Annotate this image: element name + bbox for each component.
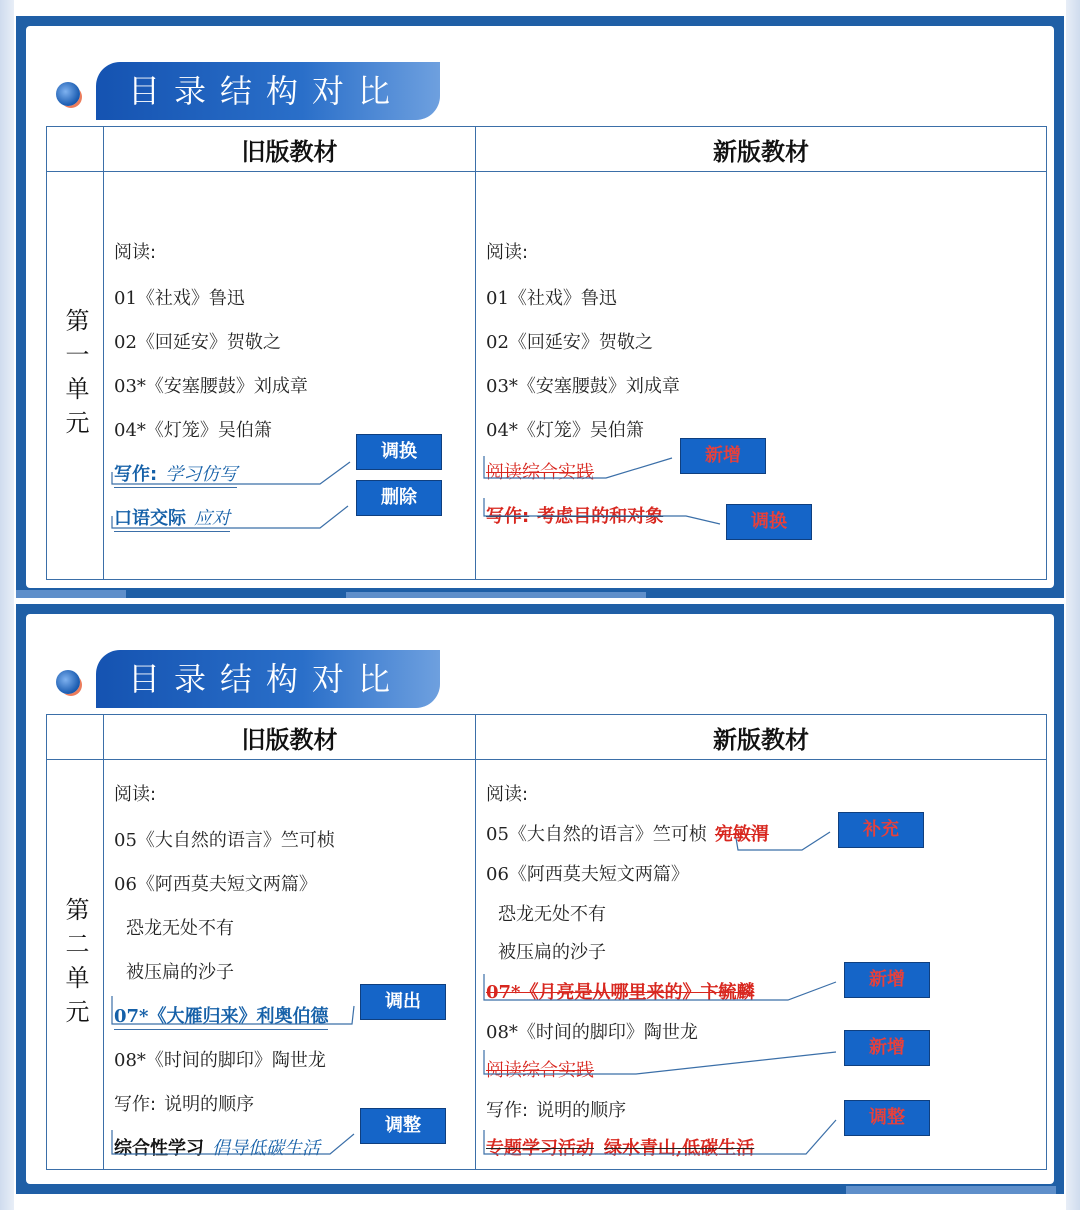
reading-practice-added: 阅读综合实践 — [486, 462, 594, 483]
unit-label: 第二单元 — [61, 896, 89, 1033]
swap-tag: 调换 — [726, 504, 812, 540]
unit-label-cell — [47, 760, 104, 1170]
unit-label-cell — [47, 172, 104, 580]
bullet-orb-icon — [56, 82, 80, 106]
adjust-tag: 调整 — [360, 1108, 446, 1144]
writing-line — [486, 1096, 626, 1122]
list-item: 04*《灯笼》吴伯箫 — [114, 420, 272, 441]
list-item: 被压扁的沙子 — [498, 942, 606, 963]
swap-tag: 调换 — [356, 434, 442, 470]
added-tag: 新增 — [844, 962, 930, 998]
list-item: 02《回延安》贺敬之 — [114, 332, 281, 353]
special-activity-line — [486, 1134, 754, 1160]
new-edition-column — [476, 172, 1047, 580]
added-coauthor: 宛敏渭 — [714, 824, 769, 845]
list-item: 08*《时间的脚印》陶世龙 — [114, 1050, 326, 1071]
list-item-05 — [486, 820, 769, 846]
writing-line — [486, 502, 663, 528]
list-item: 06《阿西莫夫短文两篇》 — [486, 864, 689, 885]
list-item: 08*《时间的脚印》陶世龙 — [486, 1022, 698, 1043]
list-item: 05《大自然的语言》竺可桢 — [114, 830, 335, 851]
header-old-edition: 旧版教材 — [104, 127, 476, 172]
writing-label: 写作: — [486, 506, 530, 527]
section-panel-2 — [16, 604, 1064, 1194]
header-empty-cell — [47, 127, 104, 172]
decor-stripe — [346, 592, 646, 598]
integrated-line — [114, 1134, 320, 1160]
writing-topic: 说明的顺序 — [164, 1094, 255, 1115]
list-item-text: 05《大自然的语言》竺可桢 — [486, 824, 707, 845]
reading-practice-added: 阅读综合实践 — [486, 1060, 594, 1081]
list-item: 06《阿西莫夫短文两篇》 — [114, 874, 317, 895]
decor-stripe — [16, 590, 126, 598]
moved-out-tag: 调出 — [360, 984, 446, 1020]
reading-label: 阅读: — [486, 242, 529, 263]
list-item: 被压扁的沙子 — [126, 962, 234, 983]
list-item: 03*《安塞腰鼓》刘成章 — [486, 376, 680, 397]
reading-label: 阅读: — [114, 242, 157, 263]
reading-label: 阅读: — [486, 784, 529, 805]
list-item: 01《社戏》鲁迅 — [486, 288, 617, 309]
bullet-orb-icon — [56, 670, 80, 694]
writing-line — [114, 1090, 254, 1116]
writing-label: 写作: — [114, 1094, 157, 1115]
writing-label: 写作: — [486, 1100, 529, 1121]
moved-out-item: 07*《大雁归来》利奥伯德 — [114, 1002, 328, 1030]
list-item: 02《回延安》贺敬之 — [486, 332, 653, 353]
writing-line — [114, 460, 237, 488]
list-item: 恐龙无处不有 — [126, 918, 234, 939]
comparison-table-unit-2 — [46, 714, 1047, 1170]
special-activity-topic: 绿水青山,低碳生活 — [604, 1138, 755, 1159]
writing-topic: 考虑目的和对象 — [537, 506, 664, 527]
unit-label: 第一单元 — [61, 307, 89, 444]
supplement-tag: 补充 — [838, 812, 924, 848]
list-item: 03*《安塞腰鼓》刘成章 — [114, 376, 308, 397]
writing-label: 写作: — [114, 464, 158, 485]
integrated-topic: 倡导低碳生活 — [212, 1138, 320, 1159]
oral-line — [114, 504, 230, 532]
oral-topic: 应对 — [194, 508, 230, 529]
old-edition-column — [104, 760, 476, 1170]
new-edition-column — [476, 760, 1047, 1170]
header-empty-cell — [47, 715, 104, 760]
section-panel-1-inner — [26, 26, 1054, 588]
list-item: 恐龙无处不有 — [498, 904, 606, 925]
old-edition-column — [104, 172, 476, 580]
list-item: 01《社戏》鲁迅 — [114, 288, 245, 309]
header-new-edition: 新版教材 — [476, 127, 1047, 172]
decor-stripe — [846, 1186, 1056, 1194]
writing-topic: 说明的顺序 — [536, 1100, 627, 1121]
section-panel-1 — [16, 16, 1064, 598]
header-new-edition: 新版教材 — [476, 715, 1047, 760]
section-panel-2-inner — [26, 614, 1054, 1184]
writing-topic: 学习仿写 — [165, 464, 238, 485]
reading-label: 阅读: — [114, 784, 157, 805]
header-old-edition: 旧版教材 — [104, 715, 476, 760]
delete-tag: 删除 — [356, 480, 442, 516]
comparison-table-unit-1 — [46, 126, 1047, 580]
added-tag: 新增 — [680, 438, 766, 474]
added-item-07: 07*《月亮是从哪里来的》卞毓麟 — [486, 982, 755, 1003]
special-activity-label: 专题学习活动 — [486, 1138, 594, 1159]
section-title: 目录结构对比 — [96, 62, 440, 120]
section-title: 目录结构对比 — [96, 650, 440, 708]
list-item: 04*《灯笼》吴伯箫 — [486, 420, 644, 441]
added-tag: 新增 — [844, 1030, 930, 1066]
integrated-label: 综合性学习 — [114, 1138, 204, 1159]
adjust-tag: 调整 — [844, 1100, 930, 1136]
oral-label: 口语交际 — [114, 508, 186, 529]
